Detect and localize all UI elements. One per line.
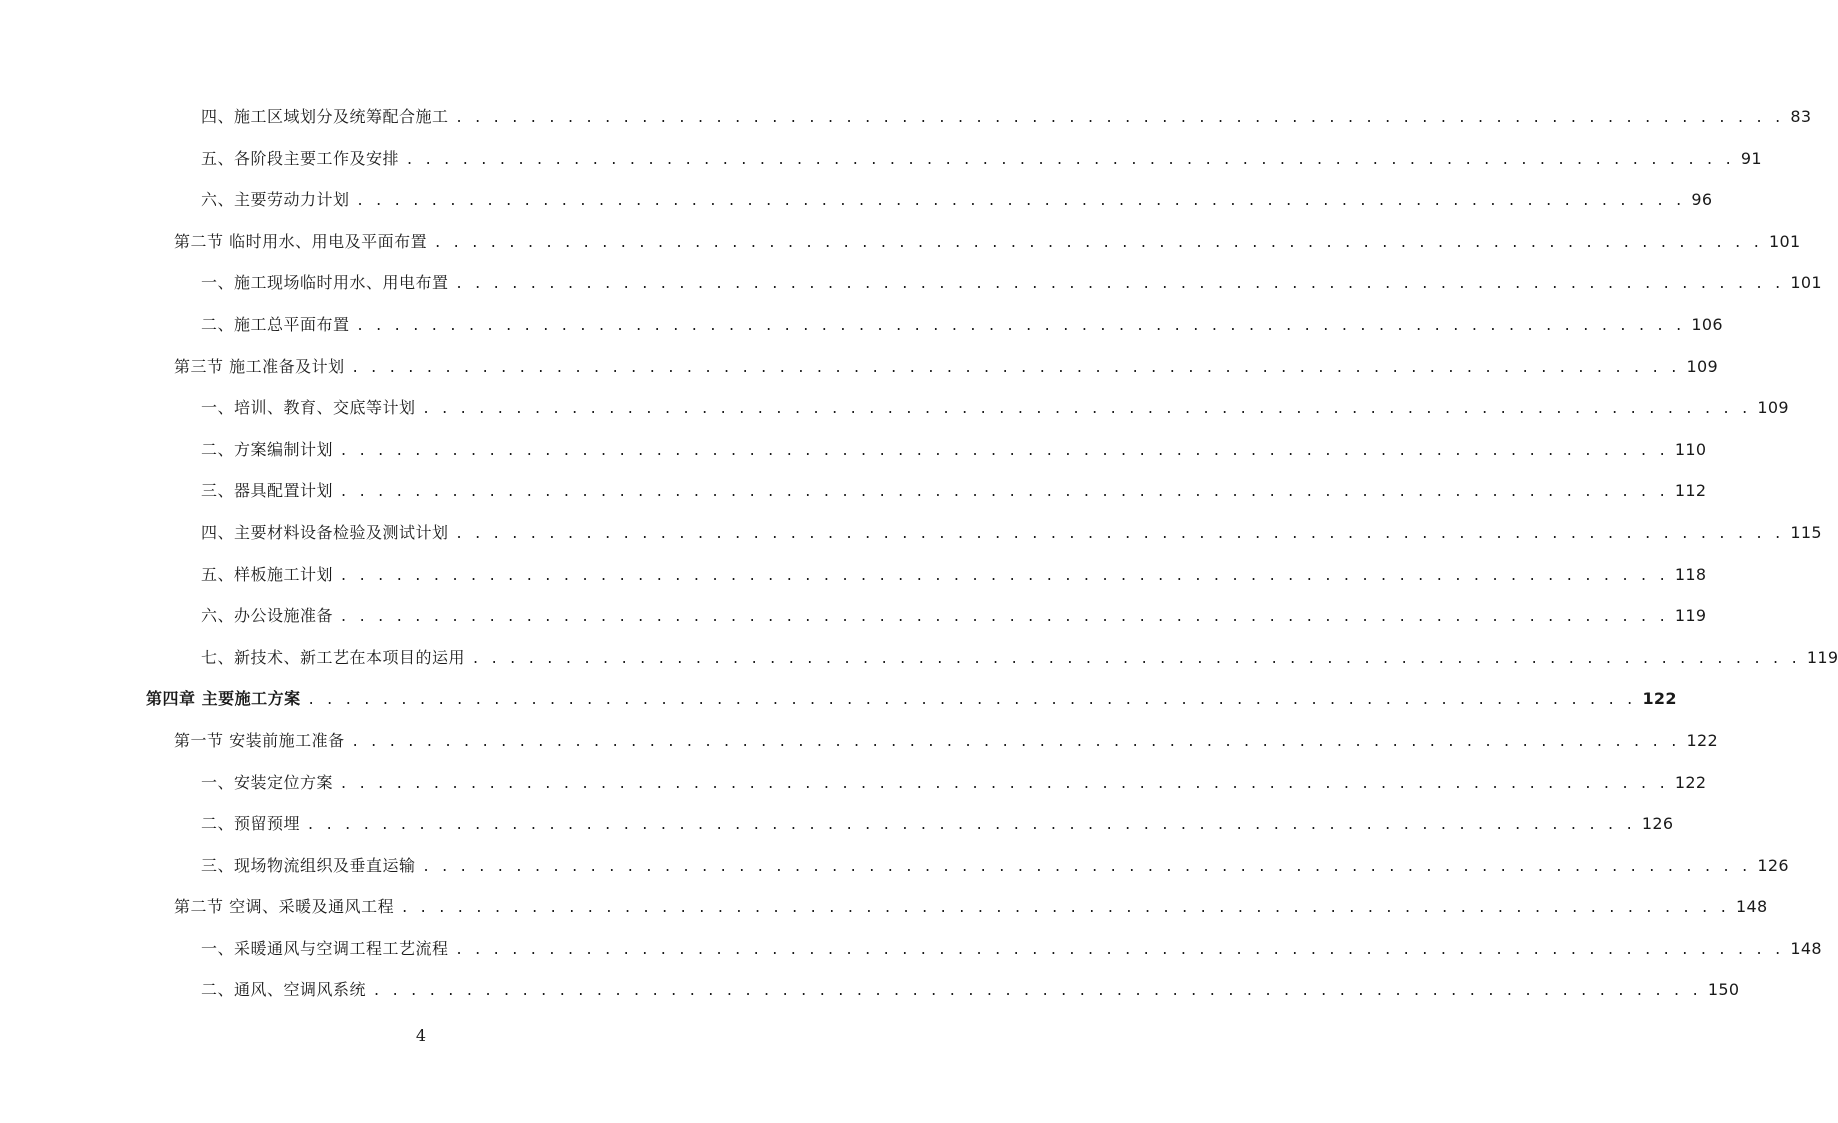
toc-entry-page-number: 115 [1790, 522, 1822, 542]
toc-entry-page-number: 122 [1674, 772, 1707, 792]
toc-entry-title: 七、新技术、新工艺在本项目的运用 [201, 647, 466, 667]
toc-entry[interactable] [0, 429, 1707, 471]
toc-entry-page-number: 106 [1691, 314, 1723, 334]
toc-entry-page-number: 101 [1768, 231, 1801, 251]
toc-entry-page-number: 148 [1735, 897, 1768, 917]
toc-entry[interactable] [0, 470, 1707, 512]
toc-entry[interactable] [0, 762, 1707, 804]
toc-dot-leader: . . . . . . . . . . . . . . . . . . . . . . . . . . . . . . . . . . . . . . . . . . . . . . . . . . . . . . . . . . . . . . . . . . . . . . . . [352, 730, 1681, 750]
toc-entry-title: 第四章 主要施工方案 [146, 689, 301, 709]
page-number: 4 [415, 1026, 427, 1045]
toc-dot-leader: . . . . . . . . . . . . . . . . . . . . . . . . . . . . . . . . . . . . . . . . . . . . . . . . . . . . . . . . . . . . . . . . . . . . . . . . [357, 314, 1686, 334]
toc-entry-page-number: 101 [1790, 273, 1822, 293]
toc-entry-title: 一、培训、教育、交底等计划 [201, 398, 416, 418]
toc-dot-leader: . . . . . . . . . . . . . . . . . . . . . . . . . . . . . . . . . . . . . . . . . . . . . . . . . . . . . . . . . . . . . . . . . . . . . . . . [341, 606, 1669, 626]
toc-dot-leader: . . . . . . . . . . . . . . . . . . . . . . . . . . . . . . . . . . . . . . . . . . . . . . . . . . . . . . . . . . . . . . . . . . . . . . . . [341, 481, 1669, 501]
toc-entry[interactable] [0, 304, 1723, 346]
toc-entry[interactable] [0, 969, 1740, 1011]
toc-entry[interactable] [0, 221, 1801, 263]
toc-entry[interactable] [0, 637, 1838, 679]
toc-dot-leader: . . . . . . . . . . . . . . . . . . . . . . . . . . . . . . . . . . . . . . . . . . . . . . . . . . . . . . . . . . . . . . . . . . . . . . . . [341, 564, 1669, 584]
toc-entry[interactable] [0, 346, 1718, 388]
toc-dot-leader: . . . . . . . . . . . . . . . . . . . . . . . . . . . . . . . . . . . . . . . . . . . . . . . . . . . . . . . . . . . . . . . . . . . . . . . . [456, 107, 1785, 126]
toc-dot-leader: . . . . . . . . . . . . . . . . . . . . . . . . . . . . . . . . . . . . . . . . . . . . . . . . . . . . . . . . . . . . . . . . . . . . . . . . [308, 814, 1636, 834]
toc-entry[interactable] [0, 678, 1677, 720]
toc-dot-leader: . . . . . . . . . . . . . . . . . . . . . . . . . . . . . . . . . . . . . . . . . . . . . . . . . . . . . . . . . . . . . . . . . . . . . . . . [352, 356, 1681, 376]
toc-dot-leader: . . . . . . . . . . . . . . . . . . . . . . . . . . . . . . . . . . . . . . . . . . . . . . . . . . . . . . . . . . . . . . . . . . . . . . . . [435, 231, 1763, 251]
toc-dot-leader: . . . . . . . . . . . . . . . . . . . . . . . . . . . . . . . . . . . . . . . . . . . . . . . . . . . . . . . . . . . . . . . . . . . . . . . . [308, 689, 1637, 709]
toc-dot-leader: . . . . . . . . . . . . . . . . . . . . . . . . . . . . . . . . . . . . . . . . . . . . . . . . . . . . . . . . . . . . . . . . . . . . . . . . [423, 855, 1752, 875]
toc-dot-leader: . . . . . . . . . . . . . . . . . . . . . . . . . . . . . . . . . . . . . . . . . . . . . . . . . . . . . . . . . . . . . . . . . . . . . . . . [473, 647, 1801, 667]
toc-entry[interactable] [0, 554, 1707, 596]
toc-entry-title: 六、办公设施准备 [201, 606, 334, 626]
toc-entry[interactable] [0, 928, 1822, 970]
toc-entry[interactable] [0, 886, 1768, 928]
toc-entry-title: 六、主要劳动力计划 [201, 190, 350, 210]
toc-entry-page-number: 112 [1674, 481, 1707, 501]
toc-entry[interactable] [0, 595, 1707, 637]
toc-entry[interactable] [0, 96, 1812, 138]
toc-entry-title: 一、施工现场临时用水、用电布置 [201, 273, 449, 293]
toc-dot-leader: . . . . . . . . . . . . . . . . . . . . . . . . . . . . . . . . . . . . . . . . . . . . . . . . . . . . . . . . . . . . . . . . . . . . . . . . [374, 980, 1702, 1000]
toc-entry-title: 二、方案编制计划 [201, 439, 334, 459]
toc-entry-title: 三、器具配置计划 [201, 481, 334, 501]
toc-dot-leader: . . . . . . . . . . . . . . . . . . . . . . . . . . . . . . . . . . . . . . . . . . . . . . . . . . . . . . . . . . . . . . . . . . . . . . . . [357, 190, 1686, 210]
toc-entry-title: 第二节 临时用水、用电及平面布置 [174, 231, 428, 251]
toc-entry-title: 五、各阶段主要工作及安排 [201, 148, 400, 168]
toc-entry-page-number: 109 [1757, 398, 1789, 418]
toc-entry-page-number: 83 [1790, 107, 1812, 126]
toc-dot-leader: . . . . . . . . . . . . . . . . . . . . . . . . . . . . . . . . . . . . . . . . . . . . . . . . . . . . . . . . . . . . . . . . . . . . . . . . [456, 522, 1785, 542]
toc-entry[interactable] [0, 845, 1789, 887]
toc-entry-title: 第三节 施工准备及计划 [174, 356, 345, 376]
toc-entry-page-number: 122 [1642, 689, 1677, 709]
toc-entry-page-number: 110 [1674, 439, 1707, 459]
toc-entry[interactable] [0, 803, 1674, 845]
toc-entry[interactable] [0, 179, 1713, 221]
toc-entry-page-number: 150 [1707, 980, 1740, 1000]
toc-dot-leader: . . . . . . . . . . . . . . . . . . . . . . . . . . . . . . . . . . . . . . . . . . . . . . . . . . . . . . . . . . . . . . . . . . . . . . . . [407, 148, 1735, 168]
toc-dot-leader: . . . . . . . . . . . . . . . . . . . . . . . . . . . . . . . . . . . . . . . . . . . . . . . . . . . . . . . . . . . . . . . . . . . . . . . . [341, 772, 1669, 792]
toc-entry-title: 第二节 空调、采暖及通风工程 [174, 897, 395, 917]
toc-dot-leader: . . . . . . . . . . . . . . . . . . . . . . . . . . . . . . . . . . . . . . . . . . . . . . . . . . . . . . . . . . . . . . . . . . . . . . . . [456, 938, 1785, 958]
toc-entry[interactable] [0, 262, 1822, 304]
toc-entry-title: 第一节 安装前施工准备 [174, 730, 345, 750]
toc-entry-title: 四、施工区域划分及统筹配合施工 [201, 107, 449, 126]
toc-entry-title: 一、安装定位方案 [201, 772, 334, 792]
toc-entry-title: 三、现场物流组织及垂直运输 [201, 855, 416, 875]
toc-entry-title: 二、施工总平面布置 [201, 314, 350, 334]
toc-entry[interactable] [0, 387, 1789, 429]
toc-entry-title: 四、主要材料设备检验及测试计划 [201, 522, 449, 542]
toc-entry-page-number: 109 [1686, 356, 1718, 376]
toc-entry-page-number: 122 [1686, 730, 1718, 750]
table-of-contents [0, 96, 1838, 1011]
toc-entry-title: 二、预留预埋 [201, 814, 301, 834]
toc-entry-page-number: 126 [1641, 814, 1674, 834]
toc-entry[interactable] [0, 138, 1762, 180]
toc-entry-page-number: 119 [1674, 606, 1707, 626]
toc-dot-leader: . . . . . . . . . . . . . . . . . . . . . . . . . . . . . . . . . . . . . . . . . . . . . . . . . . . . . . . . . . . . . . . . . . . . . . . . [456, 273, 1785, 293]
toc-entry-page-number: 96 [1691, 190, 1713, 210]
toc-dot-leader: . . . . . . . . . . . . . . . . . . . . . . . . . . . . . . . . . . . . . . . . . . . . . . . . . . . . . . . . . . . . . . . . . . . . . . . . [341, 439, 1669, 459]
toc-entry-page-number: 148 [1790, 938, 1822, 958]
toc-entry-page-number: 119 [1806, 647, 1838, 667]
toc-entry-title: 二、通风、空调风系统 [201, 980, 367, 1000]
toc-dot-leader: . . . . . . . . . . . . . . . . . . . . . . . . . . . . . . . . . . . . . . . . . . . . . . . . . . . . . . . . . . . . . . . . . . . . . . . . [402, 897, 1730, 917]
toc-entry-title: 一、采暖通风与空调工程工艺流程 [201, 938, 449, 958]
toc-dot-leader: . . . . . . . . . . . . . . . . . . . . . . . . . . . . . . . . . . . . . . . . . . . . . . . . . . . . . . . . . . . . . . . . . . . . . . . . [423, 398, 1752, 418]
toc-entry-page-number: 91 [1740, 148, 1762, 168]
toc-entry[interactable] [0, 720, 1718, 762]
toc-entry-page-number: 118 [1674, 564, 1707, 584]
toc-entry-title: 五、样板施工计划 [201, 564, 334, 584]
toc-entry[interactable] [0, 512, 1822, 554]
toc-entry-page-number: 126 [1757, 855, 1789, 875]
